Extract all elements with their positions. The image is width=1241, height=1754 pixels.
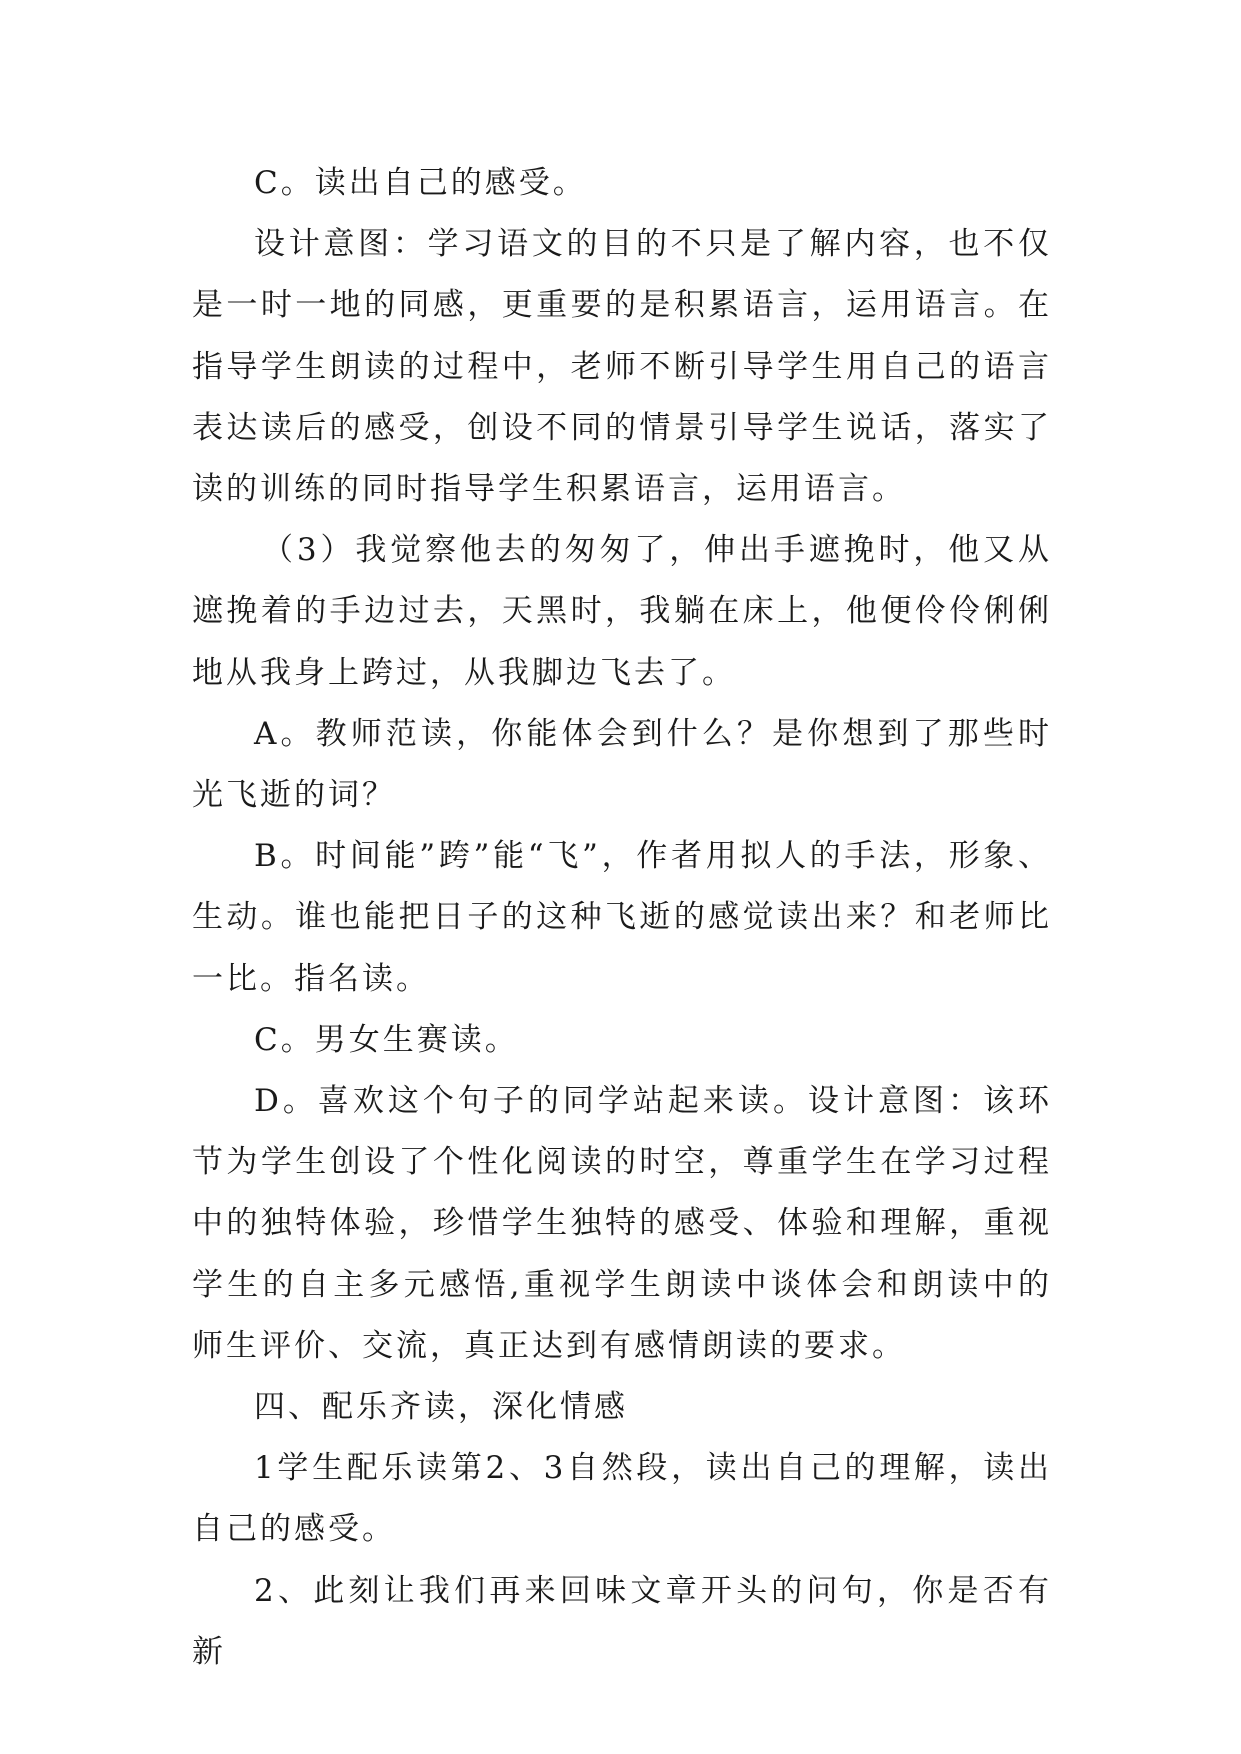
paragraph-quote-3: （3）我觉察他去的匆匆了，伸出手遮挽时，他又从遮挽着的手边过去，天黑时，我躺在床上，他便伶伶俐俐地从我身上跨过，从我脚边飞去了。 <box>192 532 1052 691</box>
paragraph-c-contest-reading: C。男女生赛读。 <box>254 1021 519 1058</box>
paragraph-c-read-feelings: C。读出自己的感受。 <box>254 165 587 201</box>
paragraph-design-intent-1: 设计意图：学习语文的目的不只是了解内容，也不仅是一时一地的同感，更重要的是积累语言，运用语言。在指导学生朗读的过程中，老师不断引导学生用自己的语言表达读后的感受，创设不同的情景引导学生说话，落实了读的训练的同时指导学生积累语言，运用语言。 <box>192 226 1052 508</box>
section-heading-4: 四、配乐齐读，深化情感 <box>254 1389 628 1426</box>
paragraph-item-2: 2、此刻让我们再来回味文章开头的问句，你是否有新 <box>192 1572 1052 1670</box>
paragraph-item-1: 1学生配乐读第2、3自然段，读出自己的理解，读出自己的感受。 <box>192 1450 1052 1548</box>
paragraph-b-time-flies: B。时间能”跨”能“飞”，作者用拟人的手法，形象、生动。谁也能把日子的这种飞逝的感觉读出来？和老师比一比。指名读。 <box>192 838 1052 997</box>
paragraph-d-design-intent-2: D。喜欢这个句子的同学站起来读。设计意图：该环节为学生创设了个性化阅读的时空，尊重学生在学习过程中的独特体验，珍惜学生独特的感受、体验和理解，重视学生的自主多元感悟,重视学生朗读中谈体会和朗读中的师生评价、交流，真正达到有感情朗读的要求。 <box>192 1083 1052 1364</box>
document-body <box>192 153 1052 1683</box>
paragraph-a-teacher-reading: A。教师范读，你能体会到什么？是你想到了那些时光飞逝的词？ <box>192 715 1052 814</box>
